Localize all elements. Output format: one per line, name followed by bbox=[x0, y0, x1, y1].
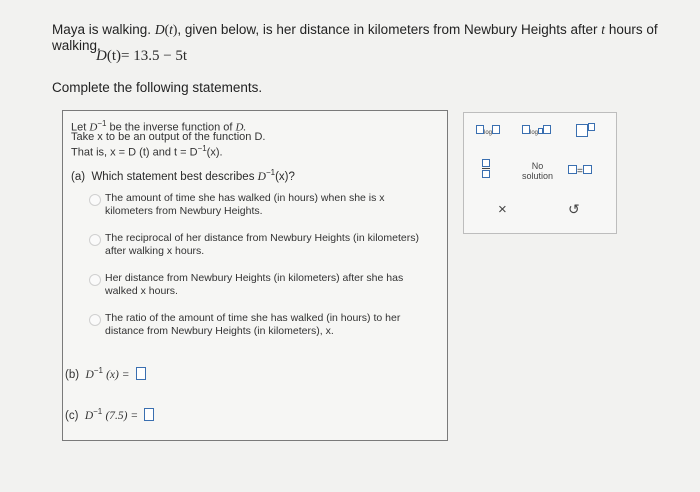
context-line-2: Take x to be an output of the function D. bbox=[71, 131, 266, 143]
part-c: (c) $D^{-1}$ (7.5) = bbox=[65, 407, 154, 422]
equals-button[interactable]: = bbox=[568, 165, 592, 177]
radio-button[interactable] bbox=[89, 314, 101, 326]
problem-intro: Maya is walking. D(t), given below, is her distance in kilometers from Newbury Heights after t hours of walking. bbox=[52, 22, 658, 53]
log-button[interactable]: log bbox=[476, 125, 500, 136]
math-palette bbox=[463, 112, 617, 234]
option-text: The amount of time she has walked (in hours) when she is x kilometers from Newbury Heights. bbox=[105, 192, 385, 217]
answer-input-b[interactable] bbox=[136, 367, 146, 380]
undo-icon[interactable]: ↺ bbox=[568, 201, 580, 217]
distance-formula: D(t)= 13.5 − 5t bbox=[96, 48, 188, 64]
part-a-question: (a) Which statement best describes $D^{-1}(x)$? bbox=[71, 168, 295, 183]
radio-button[interactable] bbox=[89, 234, 101, 246]
log-base-button[interactable]: log bbox=[522, 125, 551, 136]
exponent-button[interactable] bbox=[576, 123, 595, 139]
context-line-3: That is, x = D (t) and $t = D^{-1}(x)$. bbox=[71, 144, 223, 159]
context-line-1: Let $D^{-1}$ be the inverse function of D. bbox=[71, 119, 247, 134]
instruction-text: Complete the following statements. bbox=[52, 80, 263, 95]
option-text: Her distance from Newbury Heights (in kilometers) after she has walked x hours. bbox=[105, 272, 404, 297]
part-b: (b) $D^{-1}$ (x) = bbox=[65, 366, 146, 381]
clear-icon[interactable]: × bbox=[498, 201, 507, 218]
option-text: The ratio of the amount of time she has walked (in hours) to her distance from Newbury Heights (in kilometers), x. bbox=[105, 312, 401, 337]
function-name: D bbox=[154, 22, 165, 37]
question-panel bbox=[62, 110, 448, 441]
no-solution-button[interactable]: No solution bbox=[522, 161, 554, 181]
radio-button[interactable] bbox=[89, 274, 101, 286]
fraction-button[interactable] bbox=[482, 159, 490, 178]
option-text: The reciprocal of her distance from Newbury Heights (in kilometers) after walking x hours. bbox=[105, 232, 419, 257]
radio-button[interactable] bbox=[89, 194, 101, 206]
answer-input-c[interactable] bbox=[144, 408, 154, 421]
